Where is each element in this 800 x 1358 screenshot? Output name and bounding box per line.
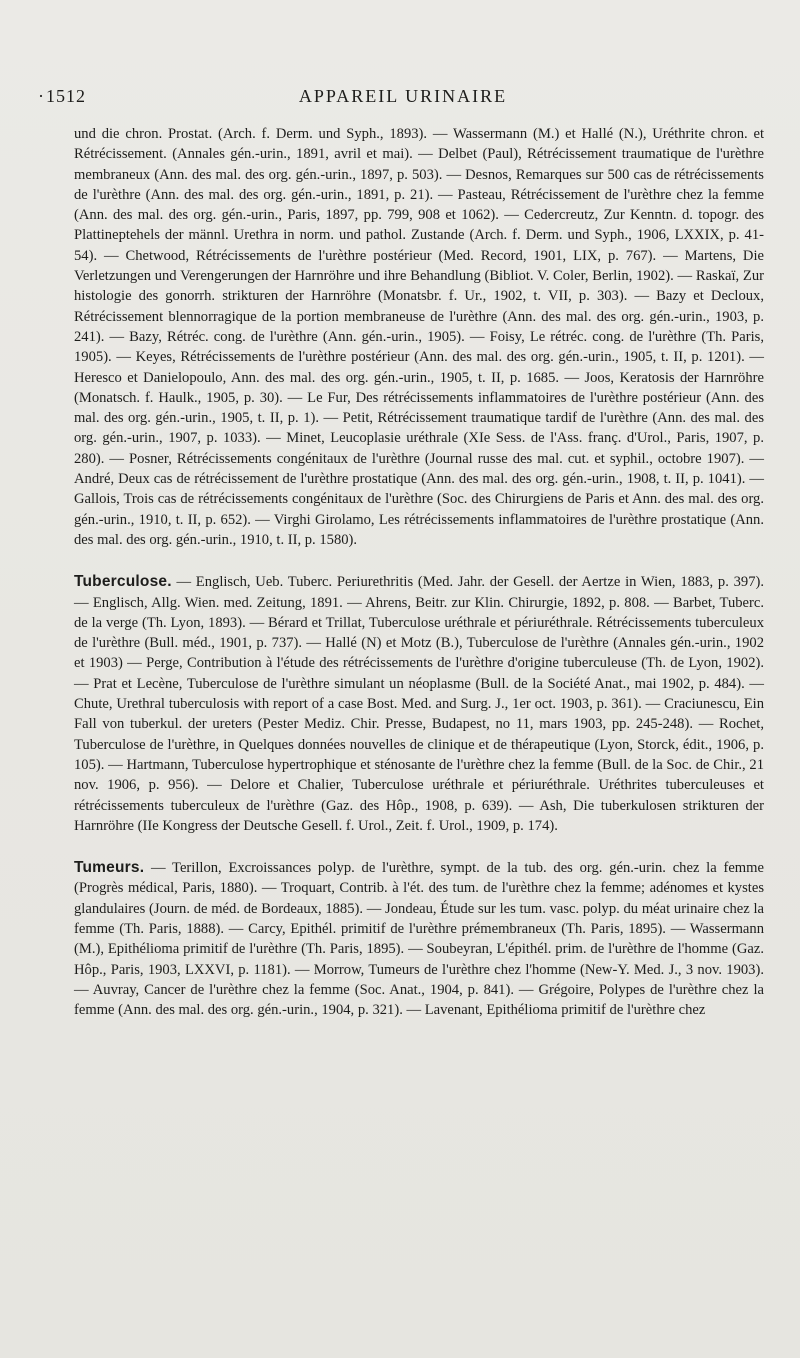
section-tuberculose: [74, 572, 764, 836]
section-tumeurs: [74, 858, 764, 1020]
page-header: [38, 86, 768, 110]
section-heading: Tumeurs.: [74, 859, 145, 877]
running-title: APPAREIL URINAIRE: [298, 86, 508, 106]
section-text: — Englisch, Ueb. Tuberc. Periurethritis (Med. Jahr. der Gesell. der Aertze in Wien, 1883, p. 397). — Englisch, Allg. Wien. med. Zeitung, 1891. — Ahrens, Beitr. zur Klin. Chirurgie, 1892, p. 808. — Barbet, Tuberc. de la verge (Th. Lyon, 1893). — Bérard et Trillat, Tuberculose uréthrale et périuréthrale. Rétrécissements tuberculeux de l'urèthre (Bull. méd., 1901, p. 737). — Hallé (N) et Motz (B.), Tuberculose de l'urèthre (Annales gén.-urin., 1902 et 1903) — Perge, Contribution à l'étude des rétrécissements de l'urèthre d'origine tuberculeuse (Th. de Lyon, 1902). — Prat et Lecène, Tuberculose de l'urèthre simulant un néoplasme (Bull. de la Société Anat., mai 1902, p. 484). — Chute, Urethral tuberculosis with report of a case Bost. Med. and Surg. J., 1er oct. 1903, p. 361). — Craciunescu, Ein Fall von tuberkul. der ureters (Pester Mediz. Chir. Presse, Budapest, no 11, mars 1903, pp. 245-248). — Rochet, Tuberculose de l'urèthre, in Quelques données nouvelles de clinique et de thérapeutique (Lyon, Storck, édit., 1906, p. 105). — Hartmann, Tuberculose hypertrophique et sténosante de l'urèthre chez la femme (Bull. de la Soc. de Chir., 21 nov. 1906, p. 956). — Delore et Chalier, Tuberculose uréthrale et périuréthrale. Uréthrites tuberculeuses et rétrécissements tuberculeux de l'urèthre (Gaz. des Hôp., 1908, p. 639). — Ash, Die tuberkulosen strikturen der Harnröhre (IIe Kongress der Deutsche Gesell. f. Urol., Zeit. f. Urol., 1909, p. 174).: [74, 574, 764, 834]
page-number: 1512: [46, 86, 86, 106]
section-text: — Terillon, Excroissances polyp. de l'urèthre, sympt. de la tub. des org. gén.-urin. chez la femme (Progrès médical, Paris, 1880). — Troquart, Contrib. à l'ét. des tum. de l'urèthre chez la femme; adénomes et kystes glandulaires (Journ. de méd. de Bordeaux, 1885). — Jondeau, Étude sur les tum. vasc. polyp. du méat urinaire chez la femme (Th. Paris, 1888). — Carcy, Epithél. primitif de l'urèthre prémembraneux (Th. Paris, 1895). — Wassermann (M.), Epithélioma primitif de l'urèthre (Th. Paris, 1895). — Soubeyran, L'épithél. prim. de l'urèthre de l'homme (Gaz. Hôp., Paris, 1903, LXXVI, p. 1181). — Morrow, Tumeurs de l'urèthre chez l'homme (New-Y. Med. J., 3 nov. 1903). — Auvray, Cancer de l'urèthre chez la femme (Soc. Anat., 1904, p. 841). — Grégoire, Polypes de l'urèthre chez la femme (Ann. des mal. des org. gén.-urin., 1904, p. 321). — Lavenant, Epithélioma primitif de l'urèthre chez: [74, 860, 764, 1019]
continued-paragraph: und die chron. Prostat. (Arch. f. Derm. und Syph., 1893). — Wassermann (M.) et Hallé (N.), Uréthrite chron. et Rétrécissement. (Annales gén.-urin., 1891, avril et mai). — Delbet (Paul), Rétrécissement traumatique de l'urèthre membraneux (Ann. des mal. des org. gén.-urin., 1897, p. 503). — Desnos, Remarques sur 500 cas de rétrécissements de l'urèthre (Ann. des mal. des org. gén.-urin., 1891, p. 21). — Pasteau, Rétrécissement de l'urèthre chez la femme (Ann. des mal. des org. gén.-urin., Paris, 1897, pp. 799, 908 et 1062). — Cedercreutz, Zur Kenntn. d. topogr. des Plattineptehels der männl. Urethra in norm. und pathol. Zustande (Arch. f. Derm. und Syph., 1906, LXXIX, p. 41-54). — Chetwood, Rétrécissements de l'urèthre postérieur (Med. Record, 1901, LIX, p. 767). — Martens, Die Verletzungen und Verengerungen der Harnröhre und ihre Behandlung (Bibliot. V. Coler, Berlin, 1902). — Raskaï, Zur histologie des gonorrh. strikturen der Harnröhre (Monatsbr. f. Ur., 1902, t. VII, p. 303). — Bazy et Decloux, Rétrécissement blennorragique de la portion membraneuse de l'urèthre (Ann. des mal. des org. gén.-urin., 1903, p. 241). — Bazy, Rétréc. cong. de l'urèthre (Ann. gén.-urin., 1905). — Foisy, Le rétréc. cong. de l'urèthre (Th. Paris, 1905). — Keyes, Rétrécissements de l'urèthre postérieur (Ann. des mal. des org. gén.-urin., 1905, t. II, p. 1201). — Heresco et Danielopoulo, Ann. des mal. des org. gén.-urin., 1905, t. II, p. 1685. — Joos, Keratosis der Harnröhre (Monatsch. f. Haulk., 1905, p. 30). — Le Fur, Des rétrécissements inflammatoires de l'urèthre postérieur (Ann. des mal. des org. gén.-urin., 1905, t. II, p. 1). — Petit, Rétrécissement traumatique tardif de l'urèthre (Ann. des mal. des org. gén.-urin., 1907, p. 1033). — Minet, Leucoplasie uréthrale (XIe Sess. de l'Ass. franç. d'Urol., Paris, 1907, p. 280). — Posner, Rétrécissements congénitaux de l'urèthre (Journal russe des mal. cut. et syphil., octobre 1907). — André, Deux cas de rétrécissement de l'urèthre prostatique (Ann. des mal. des org. gén.-urin., 1908, t. II, p. 1041). — Gallois, Trois cas de rétrécissements congénitaux de l'urèthre (Soc. des Chirurgiens de Paris et Ann. des mal. des org. gén.-urin., 1910, t. II, p. 652). — Virghi Girolamo, Les rétrécissements inflammatoires de l'urèthre prostatique (Ann. des mal. des org. gén.-urin., 1910, t. II, p. 1580).: [74, 126, 764, 548]
bibliography-body: [74, 124, 764, 1020]
section-heading: Tuberculose.: [74, 573, 172, 591]
margin-dot: ·: [38, 86, 45, 106]
